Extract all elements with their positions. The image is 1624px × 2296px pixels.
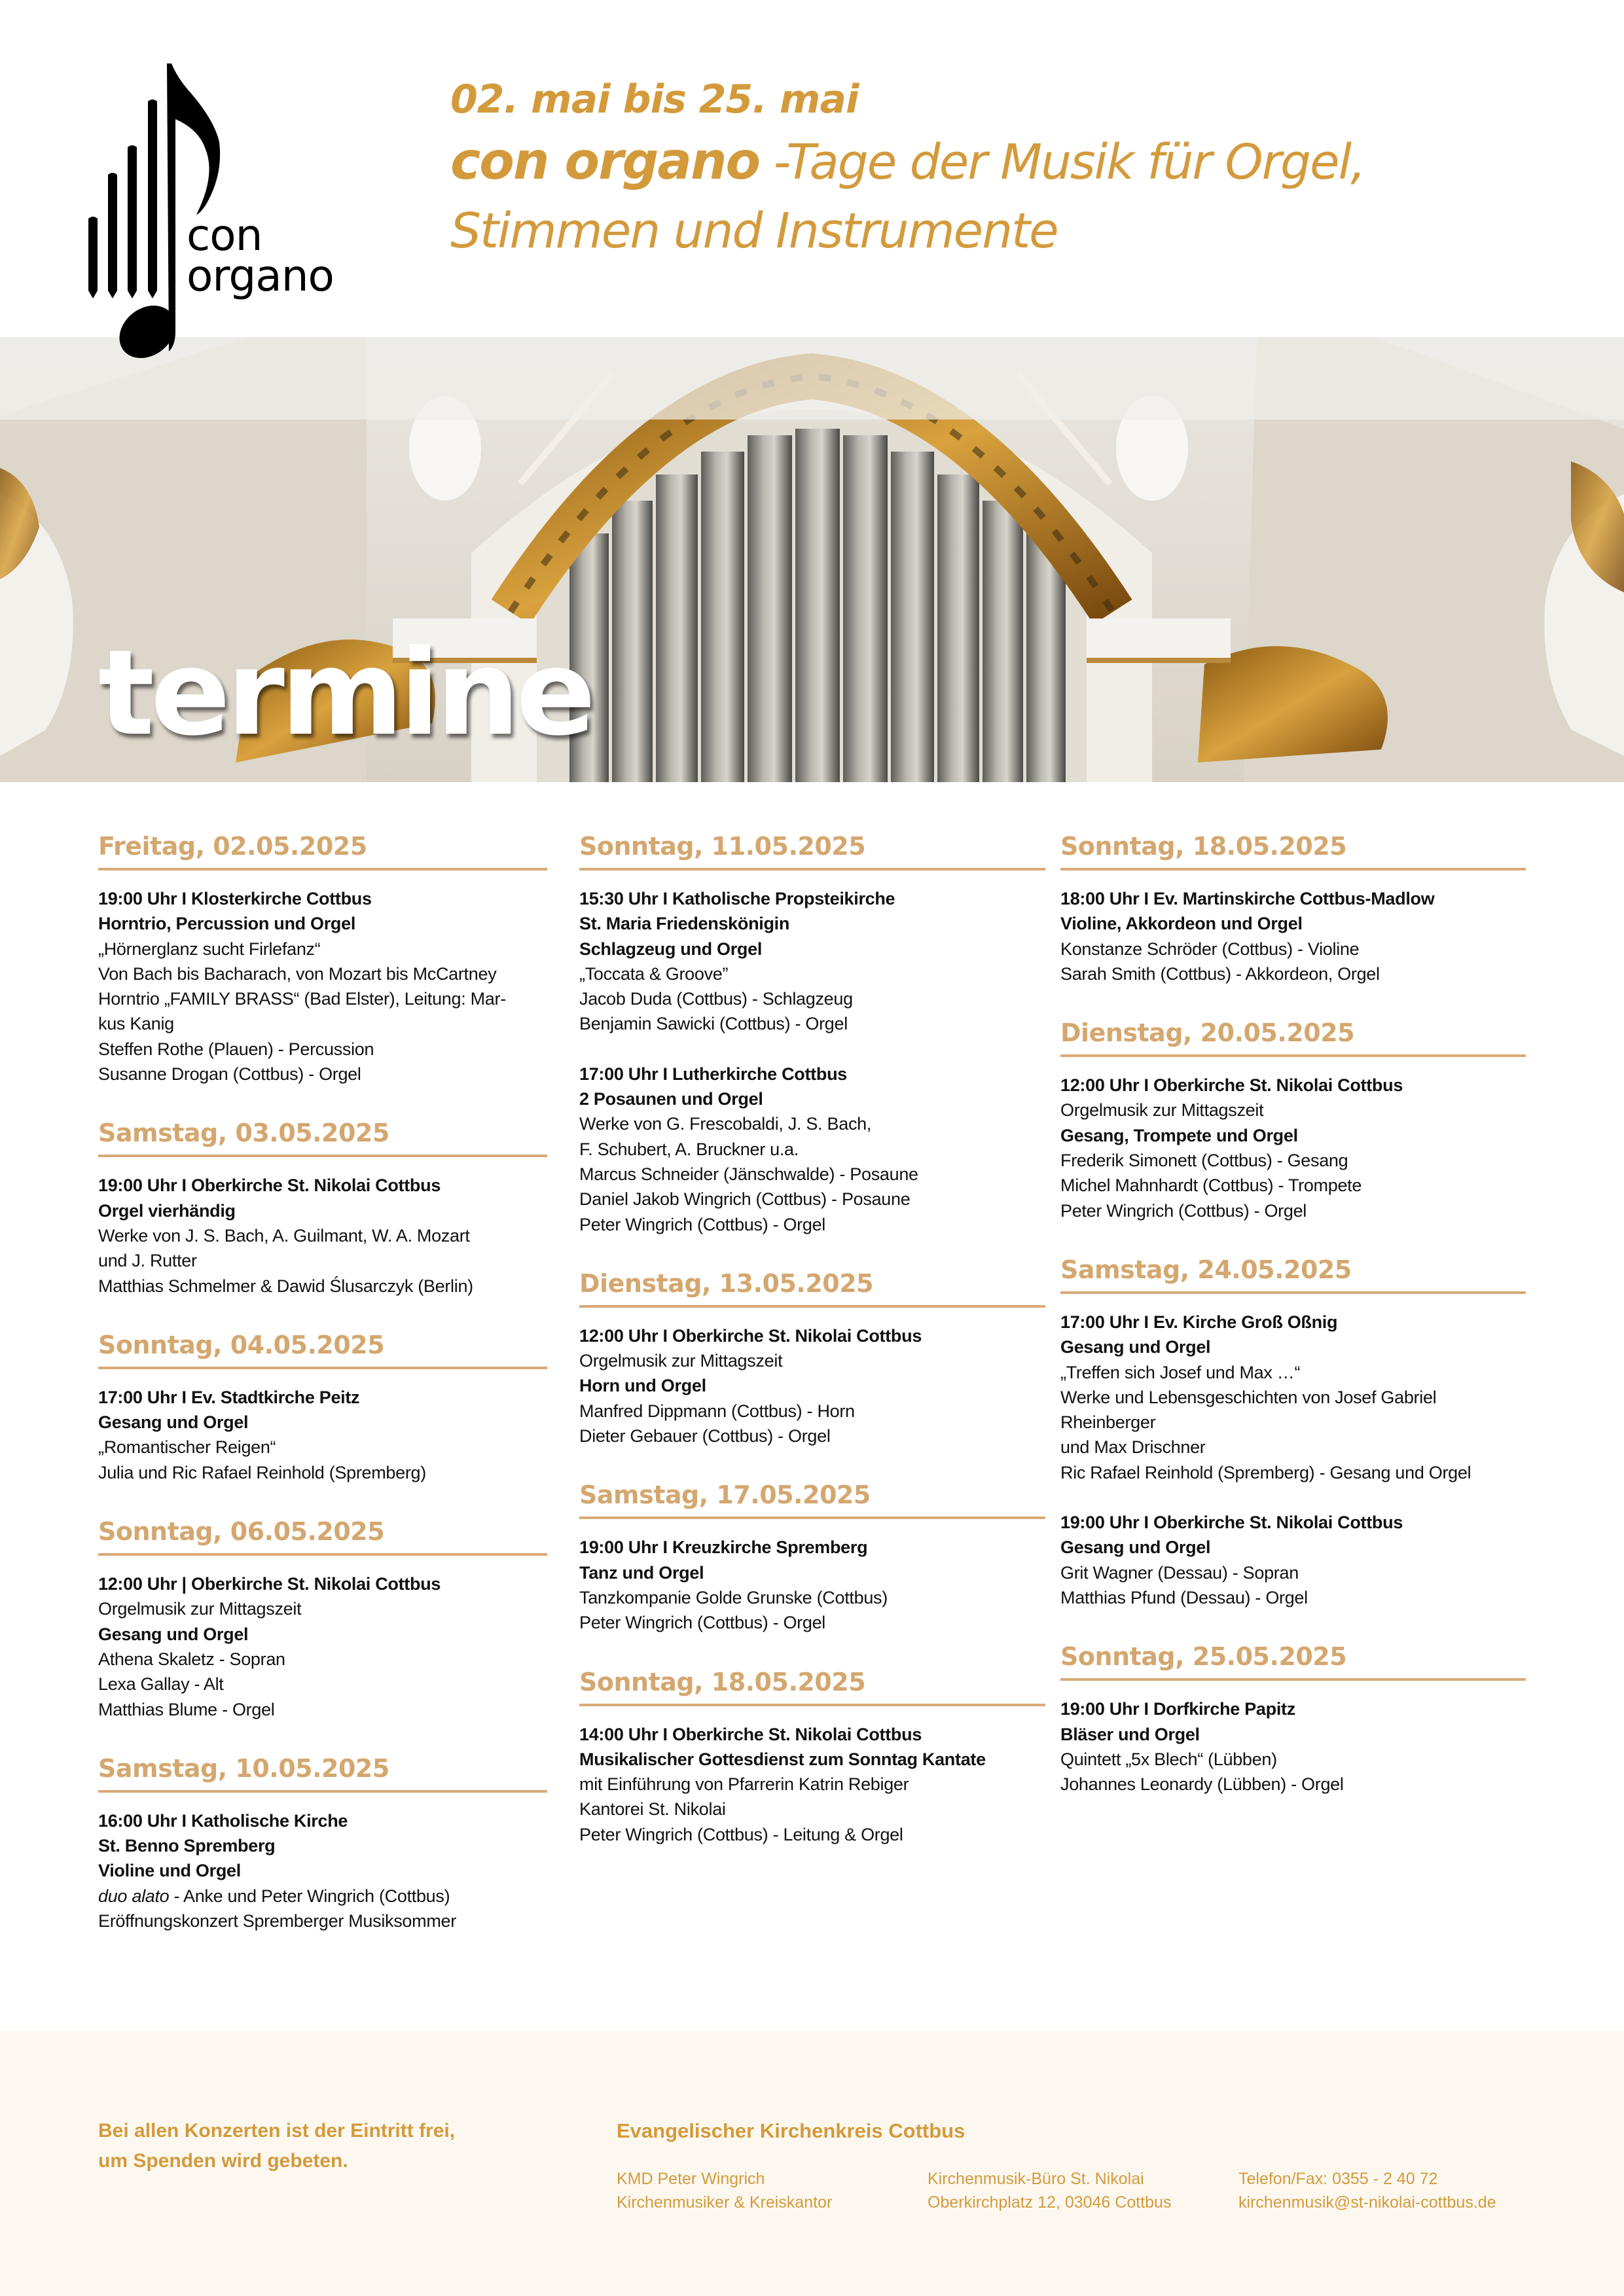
day-divider — [98, 1367, 547, 1369]
event-detail: Peter Wingrich (Cottbus) - Orgel — [579, 1613, 826, 1633]
event-time-venue: 15:30 Uhr I Katholische Propsteikirche — [579, 889, 895, 908]
day-divider — [98, 1790, 547, 1793]
event-detail: Werke und Lebensgeschichten von Josef Gabriel — [1060, 1387, 1437, 1407]
day-section — [579, 1662, 1045, 1847]
event-detail: Werke von G. Frescobaldi, J. S. Bach, — [579, 1114, 872, 1134]
event-program-title: Schlagzeug und Orgel — [579, 939, 763, 959]
event-time-venue: 19:00 Uhr I Oberkirche St. Nikolai Cottbus — [1060, 1513, 1403, 1533]
event-detail: und J. Rutter — [98, 1251, 197, 1271]
event-entry — [98, 1808, 547, 1933]
festival-date-range: 02. mai bis 25. mai — [450, 77, 859, 122]
day-divider — [98, 1155, 547, 1157]
day-divider — [579, 1704, 1045, 1706]
day-section — [1060, 1636, 1526, 1797]
event-detail: Matthias Schmelmer & Dawid Ślusarczyk (Berlin) — [98, 1276, 473, 1296]
event-entry — [1060, 1510, 1526, 1610]
event-detail: Steffen Rothe (Plauen) - Percussion — [98, 1039, 374, 1059]
day-divider — [579, 1305, 1045, 1308]
event-entry — [1060, 1696, 1526, 1797]
event-detail: Matthias Blume - Orgel — [98, 1699, 275, 1719]
day-heading: Samstag, 10.05.2025 — [98, 1753, 389, 1783]
event-time-venue: 12:00 Uhr I Oberkirche St. Nikolai Cottbus — [1060, 1075, 1403, 1096]
contact-office — [928, 2167, 1171, 2214]
day-section — [98, 1325, 547, 1485]
schedule-column-1 — [98, 826, 547, 1960]
office-name: Kirchenmusik-Büro St. Nikolai — [928, 2170, 1144, 2188]
event-program-title: Gesang und Orgel — [98, 1412, 249, 1433]
event-detail: Rheinberger — [1060, 1412, 1156, 1433]
event-program-title: Horn und Orgel — [579, 1376, 706, 1396]
day-heading: Sonntag, 18.05.2025 — [1060, 832, 1347, 861]
footer — [0, 2031, 1624, 2296]
event-program-title: Violine, Akkordeon und Orgel — [1060, 914, 1303, 934]
day-divider — [1060, 1054, 1526, 1057]
day-heading: Samstag, 24.05.2025 — [1060, 1255, 1352, 1284]
event-entry — [1060, 1310, 1526, 1485]
event-program-title: Musikalischer Gottesdienst zum Sonntag Kantate — [579, 1749, 986, 1769]
event-detail: Johannes Leonardy (Lübben) - Orgel — [1060, 1774, 1344, 1795]
event-detail: kus Kanig — [98, 1014, 174, 1034]
day-heading: Freitag, 02.05.2025 — [98, 832, 367, 861]
event-detail: Eröffnungskonzert Spremberger Musiksommer — [98, 1911, 456, 1931]
event-entry — [579, 886, 1045, 1037]
event-time-venue: 19:00 Uhr I Klosterkirche Cottbus — [98, 889, 372, 908]
event-detail: und Max Drischner — [1060, 1437, 1206, 1458]
day-section — [1060, 1249, 1526, 1610]
event-detail-text: - Anke und Peter Wingrich (Cottbus) — [169, 1886, 450, 1906]
logo-word-con: con — [187, 210, 262, 260]
day-heading: Sonntag, 25.05.2025 — [1060, 1642, 1347, 1672]
festival-title — [450, 126, 1365, 198]
event-detail: „Toccata & Groove” — [579, 963, 729, 984]
event-detail: Peter Wingrich (Cottbus) - Orgel — [1060, 1200, 1307, 1221]
event-detail: Marcus Schneider (Jänschwalde) - Posaune — [579, 1164, 918, 1184]
event-program-title: Gesang und Orgel — [98, 1624, 249, 1644]
event-time-venue: 17:00 Uhr I Lutherkirche Cottbus — [579, 1064, 847, 1084]
day-section — [98, 1511, 547, 1722]
event-entry — [579, 1323, 1045, 1448]
day-heading: Sonntag, 04.05.2025 — [98, 1330, 385, 1359]
day-section — [98, 1113, 547, 1298]
event-detail: Ric Rafael Reinhold (Spremberg) - Gesang und Orgel — [1060, 1462, 1471, 1482]
free-entry-line1: Bei allen Konzerten ist der Eintritt frei, — [98, 2120, 456, 2142]
event-detail: mit Einführung von Pfarrerin Katrin Rebiger — [579, 1774, 909, 1795]
event-entry — [1060, 1073, 1526, 1223]
event-entry — [98, 1571, 547, 1722]
day-heading: Samstag, 03.05.2025 — [98, 1119, 389, 1148]
event-program-title: Orgel vierhändig — [98, 1200, 236, 1221]
event-detail: Konstanze Schröder (Cottbus) - Violine — [1060, 939, 1360, 959]
event-time-venue: 19:00 Uhr I Oberkirche St. Nikolai Cottbus — [98, 1175, 441, 1196]
day-section — [579, 826, 1045, 1237]
event-time-venue: 12:00 Uhr I Oberkirche St. Nikolai Cottbus — [579, 1325, 922, 1346]
organization-name: Evangelischer Kirchenkreis Cottbus — [617, 2119, 965, 2142]
event-detail: Dieter Gebauer (Cottbus) - Orgel — [579, 1426, 831, 1446]
event-entry — [579, 1722, 1045, 1847]
event-detail: Frederik Simonett (Cottbus) - Gesang — [1060, 1151, 1348, 1171]
day-section — [98, 826, 547, 1086]
page-headline — [450, 73, 1365, 264]
event-entry — [98, 1173, 547, 1298]
free-entry-line2: um Spenden wird gebeten. — [98, 2150, 348, 2172]
day-heading: Sonntag, 06.05.2025 — [98, 1517, 385, 1547]
event-entry — [1060, 886, 1526, 986]
event-detail: Von Bach bis Bacharach, von Mozart bis McCartney — [98, 963, 497, 984]
section-title-termine: termine — [98, 625, 592, 762]
event-detail — [98, 1884, 547, 1909]
logo-wordmark — [187, 210, 334, 301]
event-detail: Peter Wingrich (Cottbus) - Leitung & Orgel — [579, 1824, 903, 1844]
event-time-venue: 18:00 Uhr I Ev. Martinskirche Cottbus-Madlow — [1060, 889, 1435, 908]
event-time-venue: 16:00 Uhr I Katholische Kirche — [98, 1810, 348, 1831]
event-time-venue: 19:00 Uhr I Dorfkirche Papitz — [1060, 1699, 1295, 1719]
event-entry — [579, 1535, 1045, 1635]
festival-subtitle-line2: Stimmen und Instrumente — [450, 203, 1058, 259]
event-detail: Julia und Ric Rafael Reinhold (Spremberg) — [98, 1462, 426, 1482]
event-program-title: Gesang und Orgel — [1060, 1337, 1211, 1357]
event-detail: Peter Wingrich (Cottbus) - Orgel — [579, 1214, 826, 1234]
event-detail: Orgelmusik zur Mittagszeit — [579, 1351, 783, 1371]
day-heading: Samstag, 17.05.2025 — [579, 1480, 871, 1510]
event-detail: Athena Skaletz - Sopran — [98, 1649, 285, 1669]
phone-fax: Telefon/Fax: 0355 - 2 40 72 — [1238, 2170, 1438, 2188]
day-heading: Dienstag, 20.05.2025 — [1060, 1018, 1355, 1048]
event-detail: Quintett „5x Blech“ (Lübben) — [1060, 1749, 1277, 1769]
event-detail: Orgelmusik zur Mittagszeit — [1060, 1100, 1264, 1121]
office-address: Oberkirchplatz 12, 03046 Cottbus — [928, 2193, 1172, 2212]
event-detail: Jacob Duda (Cottbus) - Schlagzeug — [579, 989, 853, 1009]
event-program-title: St. Maria Friedenskönigin — [579, 914, 790, 934]
day-divider — [98, 1553, 547, 1556]
event-detail: Sarah Smith (Cottbus) - Akkordeon, Orgel — [1060, 963, 1380, 984]
day-section — [579, 1475, 1045, 1635]
event-program-title: Horntrio, Percussion und Orgel — [98, 914, 356, 934]
event-time-venue: 17:00 Uhr I Ev. Stadtkirche Peitz — [98, 1387, 360, 1407]
festival-brand: con organo — [450, 132, 760, 191]
event-detail: Benjamin Sawicki (Cottbus) - Orgel — [579, 1014, 848, 1034]
event-time-venue: 14:00 Uhr I Oberkirche St. Nikolai Cottbus — [579, 1724, 922, 1744]
event-detail: Susanne Drogan (Cottbus) - Orgel — [98, 1064, 361, 1085]
free-entry-note — [98, 2116, 455, 2176]
event-detail: Michel Mahnhardt (Cottbus) - Trompete — [1060, 1175, 1362, 1196]
event-detail: Werke von J. S. Bach, A. Guilmant, W. A. Mozart — [98, 1225, 470, 1246]
contact-person — [617, 2167, 832, 2214]
day-heading: Sonntag, 11.05.2025 — [579, 832, 866, 861]
day-section — [579, 1263, 1045, 1448]
event-detail: „Hörnerglanz sucht Firlefanz“ — [98, 939, 321, 959]
day-heading: Sonntag, 18.05.2025 — [579, 1667, 866, 1696]
schedule-column-2 — [579, 826, 1045, 1873]
event-program-title: St. Benno Spremberg — [98, 1836, 276, 1856]
event-time-venue: 17:00 Uhr I Ev. Kirche Groß Oßnig — [1060, 1312, 1338, 1332]
event-detail: Grit Wagner (Dessau) - Sopran — [1060, 1562, 1299, 1583]
day-section — [98, 1748, 547, 1933]
event-detail: Orgelmusik zur Mittagszeit — [98, 1599, 302, 1619]
day-divider — [1060, 1678, 1526, 1681]
event-program-title: Violine und Orgel — [98, 1861, 241, 1881]
event-program-title: Gesang, Trompete und Orgel — [1060, 1125, 1298, 1145]
day-divider — [98, 868, 547, 870]
event-program-title: Bläser und Orgel — [1060, 1724, 1200, 1744]
event-program-title: Gesang und Orgel — [1060, 1537, 1211, 1558]
event-detail: Daniel Jakob Wingrich (Cottbus) - Posaune — [579, 1189, 911, 1210]
day-divider — [579, 868, 1045, 870]
day-divider — [579, 1516, 1045, 1519]
festival-subtitle: -Tage der Musik für Orgel, — [759, 134, 1365, 190]
event-detail: Tanzkompanie Golde Grunske (Cottbus) — [579, 1587, 888, 1607]
event-detail: „Treffen sich Josef und Max …“ — [1060, 1362, 1301, 1382]
event-detail: F. Schubert, A. Bruckner u.a. — [579, 1139, 799, 1159]
con-organo-logo — [88, 63, 363, 358]
day-heading: Dienstag, 13.05.2025 — [579, 1268, 874, 1298]
event-entry — [98, 1385, 547, 1485]
event-time-venue: 12:00 Uhr | Oberkirche St. Nikolai Cottbus — [98, 1574, 441, 1594]
event-detail: Manfred Dippmann (Cottbus) - Horn — [579, 1401, 855, 1421]
event-detail: Lexa Gallay - Alt — [98, 1674, 224, 1695]
contact-person-role: Kirchenmusiker & Kreiskantor — [617, 2193, 833, 2212]
event-entry — [98, 886, 547, 1086]
contact-person-name: KMD Peter Wingrich — [617, 2170, 765, 2188]
day-section — [1060, 1013, 1526, 1223]
ensemble-name: duo alato — [98, 1886, 170, 1906]
day-section — [1060, 826, 1526, 986]
event-program-title: Tanz und Orgel — [579, 1562, 704, 1583]
event-entry — [579, 1062, 1045, 1237]
schedule-column-3 — [1060, 826, 1526, 1823]
event-time-venue: 19:00 Uhr I Kreuzkirche Spremberg — [579, 1537, 868, 1558]
event-detail: Kantorei St. Nikolai — [579, 1799, 726, 1820]
contact-phone-email — [1238, 2167, 1496, 2214]
event-detail: Matthias Pfund (Dessau) - Orgel — [1060, 1587, 1308, 1607]
event-detail: Horntrio „FAMILY BRASS“ (Bad Elster), Leitung: Mar- — [98, 989, 506, 1009]
event-program-title: 2 Posaunen und Orgel — [579, 1089, 763, 1109]
logo-word-organo: organo — [187, 251, 334, 301]
day-divider — [1060, 868, 1526, 870]
day-divider — [1060, 1291, 1526, 1294]
email-link[interactable]: kirchenmusik@st-nikolai-cottbus.de — [1238, 2193, 1496, 2212]
event-detail: „Romantischer Reigen“ — [98, 1437, 276, 1458]
